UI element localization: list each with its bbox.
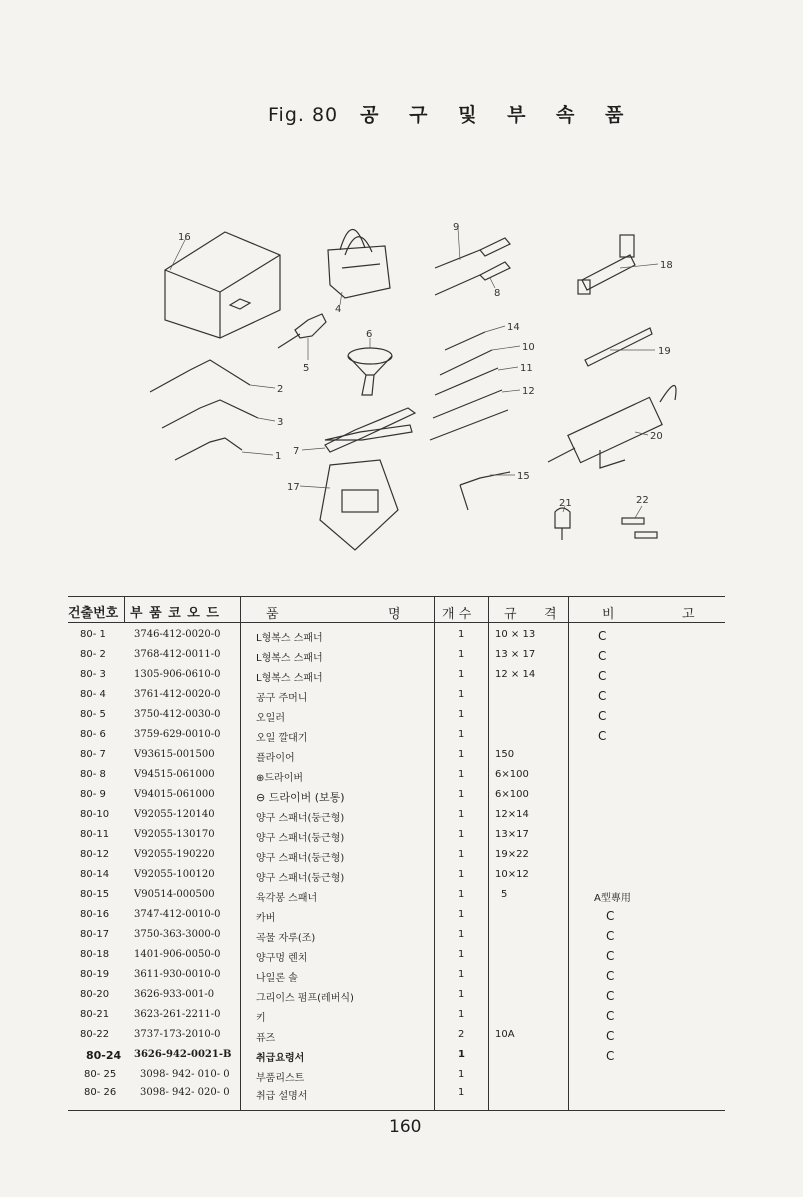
header-name-left: 품 [266,607,279,622]
callout-label: 6 [366,329,373,340]
part-number: 80- 3 [80,669,106,680]
part-number: 80-15 [80,889,110,900]
callout-label: 17 [287,482,300,493]
table-row [68,1029,725,1048]
part-number: 80- 5 [80,709,106,720]
part-qty: 1 [458,1069,465,1080]
part-code: V92055-100120 [134,869,215,880]
part-qty: 1 [458,989,465,1000]
header-spec-right: 격 [544,607,557,622]
part-code: V94015-061000 [134,789,215,800]
table-row [68,829,725,848]
fuses-drawing [622,518,657,538]
callout-label: 14 [507,322,520,333]
part-note: C [598,729,607,743]
part-code: 3761-412-0020-0 [134,689,221,700]
table-row [68,889,725,908]
table-row [68,689,725,708]
screwdrivers-drawing [435,238,510,295]
table-row [68,969,725,988]
callout-label: 4 [335,304,342,315]
table-row [68,849,725,868]
part-code: 1305-906-0610-0 [134,669,221,680]
part-number: 80- 7 [80,749,106,760]
table-row [68,869,725,888]
callout-label: 5 [303,363,310,374]
part-spec: 19×22 [495,849,529,860]
part-name: ⊖ 드라이버 (보통) [256,791,345,804]
part-number: 80- 26 [84,1087,117,1098]
part-name: 플라이어 [256,753,295,764]
part-qty: 1 [458,969,465,980]
header-remarks-left: 비 [602,607,615,622]
table-row [68,909,725,928]
part-qty: 1 [458,1049,465,1060]
part-spec: 10 × 13 [495,629,536,640]
part-number: 80- 25 [84,1069,117,1080]
part-note: C [606,1049,615,1063]
part-note: C [606,989,615,1003]
table-row [68,929,725,948]
part-spec: 10×12 [495,869,529,880]
part-name: 곡물 자루(조) [256,933,316,944]
table-row [68,769,725,788]
part-code: 3747-412-0010-0 [134,909,221,920]
part-number: 80- 6 [80,729,106,740]
part-code: 3626-942-0021-B [134,1049,232,1060]
part-name: 양구 스패너(둥근형) [256,853,345,864]
part-qty: 1 [458,849,465,860]
table-row [68,989,725,1008]
part-code: 3750-363-3000-0 [134,929,221,940]
header-quantity: 개 수 [442,607,472,622]
part-name: 오일러 [256,713,285,724]
table-row [68,649,725,668]
callout-label: 9 [453,222,460,233]
figure-caption: 공 구 및 부 속 품 [360,104,636,126]
parts-illustration [130,210,690,570]
part-spec: 13×17 [495,829,529,840]
part-number: 80-24 [86,1049,122,1062]
figure-title [268,100,635,127]
part-note: C [598,649,607,663]
open-end-wrenches-drawing [430,332,508,440]
part-spec: 5 [501,889,508,900]
part-name: 키 [256,1013,266,1024]
callout-label: 3 [277,417,284,428]
part-note: C [606,929,615,943]
part-code: V92055-130170 [134,829,215,840]
part-qty: 1 [458,669,465,680]
part-note: A型專用 [594,893,631,904]
part-code: 3746-412-0020-0 [134,629,221,640]
part-qty: 1 [458,929,465,940]
part-code: V92055-120140 [134,809,215,820]
part-name: 양구 스패너(둥근형) [256,813,345,824]
callout-label: 15 [517,471,530,482]
part-number: 80-17 [80,929,110,940]
part-code: 3737-173-2010-0 [134,1029,221,1040]
part-qty: 1 [458,869,465,880]
table-row [68,629,725,648]
callout-label: 22 [636,495,649,506]
part-note: C [598,669,607,683]
part-number: 80- 1 [80,629,106,640]
part-number: 80- 2 [80,649,106,660]
part-name: 육각봉 스패너 [256,893,318,904]
part-spec: 12×14 [495,809,529,820]
table-row [68,789,725,808]
table-row [68,809,725,828]
table-row [68,1069,725,1088]
part-number: 80- 8 [80,769,106,780]
page-number: 160 [389,1117,422,1137]
part-name: ⊕드라이버 [256,773,304,784]
hex-key-drawing [460,472,510,510]
part-name: 취급요령서 [256,1053,305,1064]
part-name: 양구 스패너(둥근형) [256,833,345,844]
table-row [68,729,725,748]
part-name: 양구멍 렌치 [256,953,308,964]
part-number: 80-10 [80,809,110,820]
part-note: C [606,969,615,983]
part-qty: 1 [458,629,465,640]
part-qty: 1 [458,749,465,760]
table-row [68,1049,725,1068]
part-name: 퓨즈 [256,1033,276,1044]
header-name-right: 명 [388,607,401,622]
callout-label: 18 [660,260,673,271]
part-spec: 13 × 17 [495,649,536,660]
table-row [68,1009,725,1028]
part-note: C [598,629,607,643]
callout-label: 10 [522,342,535,353]
part-number: 80-20 [80,989,110,1000]
part-number: 80-18 [80,949,110,960]
part-note: C [606,909,615,923]
part-note: C [606,949,615,963]
part-code: 3750-412-0030-0 [134,709,221,720]
part-qty: 1 [458,889,465,900]
part-number: 80-12 [80,849,110,860]
header-part-code: 부 품 코 오 드 [130,606,220,621]
part-qty: 1 [458,729,465,740]
part-name: 양구 스패너(둥근형) [256,873,345,884]
part-note: C [606,1009,615,1023]
callout-label: 21 [559,498,572,509]
tool-bag-drawing [328,229,390,298]
part-code: 3611-930-0010-0 [134,969,221,980]
table-row [68,749,725,768]
part-code: V92055-190220 [134,849,215,860]
part-code: 3098- 942- 020- 0 [140,1087,230,1098]
part-qty: 1 [458,769,465,780]
parts-table [68,596,725,1112]
part-code: 1401-906-0050-0 [134,949,221,960]
part-code: 3626-933-001-0 [134,989,215,1000]
header-remarks-right: 고 [682,607,695,622]
part-qty: 1 [458,909,465,920]
callout-label: 11 [520,363,533,374]
callout-label: 20 [650,431,663,442]
part-spec: 6×100 [495,769,529,780]
part-spec: 6×100 [495,789,529,800]
part-number: 80- 4 [80,689,106,700]
part-qty: 1 [458,789,465,800]
part-qty: 1 [458,809,465,820]
callout-label: 12 [522,386,535,397]
callout-label: 7 [293,446,300,457]
part-code: V94515-061000 [134,769,215,780]
table-row [68,1087,725,1106]
part-qty: 1 [458,1087,465,1098]
callout-label: 16 [178,232,191,243]
part-code: V90514-000500 [134,889,215,900]
table-row [68,669,725,688]
oiler-drawing [278,314,326,348]
part-note: C [598,689,607,703]
part-code: 3759-629-0010-0 [134,729,221,740]
part-name: L형복스 스패너 [256,633,323,644]
part-name: 그리이스 펌프(레버식) [256,993,354,1004]
part-qty: 1 [458,709,465,720]
header-spec-left: 규 [504,607,517,622]
part-note: C [606,1029,615,1043]
part-number: 80-19 [80,969,110,980]
part-name: 공구 주머니 [256,693,308,704]
part-code: 3768-412-0011-0 [134,649,221,660]
callout-label: 2 [277,384,284,395]
l-box-wrenches-drawing [150,360,258,460]
part-qty: 1 [458,649,465,660]
grease-pump-drawing [548,385,676,468]
part-number: 80-22 [80,1029,110,1040]
callout-label: 1 [275,451,282,462]
part-name: 오일 깔대기 [256,733,308,744]
cover-box-drawing [165,232,280,338]
part-name: 카버 [256,913,276,924]
part-spec: 150 [495,749,515,760]
figure-number: Fig. 80 [268,104,339,126]
part-note: C [598,709,607,723]
part-name: L형복스 스패너 [256,673,323,684]
callout-label: 8 [494,288,501,299]
part-name: 취급 설명서 [256,1091,308,1102]
table-row [68,709,725,728]
part-name: L형복스 스패너 [256,653,323,664]
header-part-number: 건출번호 [68,606,119,621]
part-code: 3623-261-2211-0 [134,1009,221,1020]
grain-bag-drawing [320,460,398,550]
part-spec: 10A [495,1029,515,1040]
part-number: 80-21 [80,1009,110,1020]
callout-label: 19 [658,346,671,357]
part-qty: 1 [458,949,465,960]
part-name: 나일론 솔 [256,973,298,984]
part-qty: 1 [458,829,465,840]
part-qty: 1 [458,689,465,700]
pliers-drawing [325,408,415,452]
part-qty: 1 [458,1009,465,1020]
funnel-drawing [348,348,392,395]
part-code: V93615-001500 [134,749,215,760]
double-end-wrench-drawing [578,235,635,294]
part-number: 80-14 [80,869,110,880]
part-name: 부품리스트 [256,1073,305,1084]
key-drawing [555,508,570,540]
part-number: 80- 9 [80,789,106,800]
part-code: 3098- 942- 010- 0 [140,1069,230,1080]
table-row [68,949,725,968]
part-spec: 12 × 14 [495,669,536,680]
part-qty: 2 [458,1029,465,1040]
part-number: 80-11 [80,829,110,840]
nylon-brush-drawing [585,328,652,366]
part-number: 80-16 [80,909,110,920]
